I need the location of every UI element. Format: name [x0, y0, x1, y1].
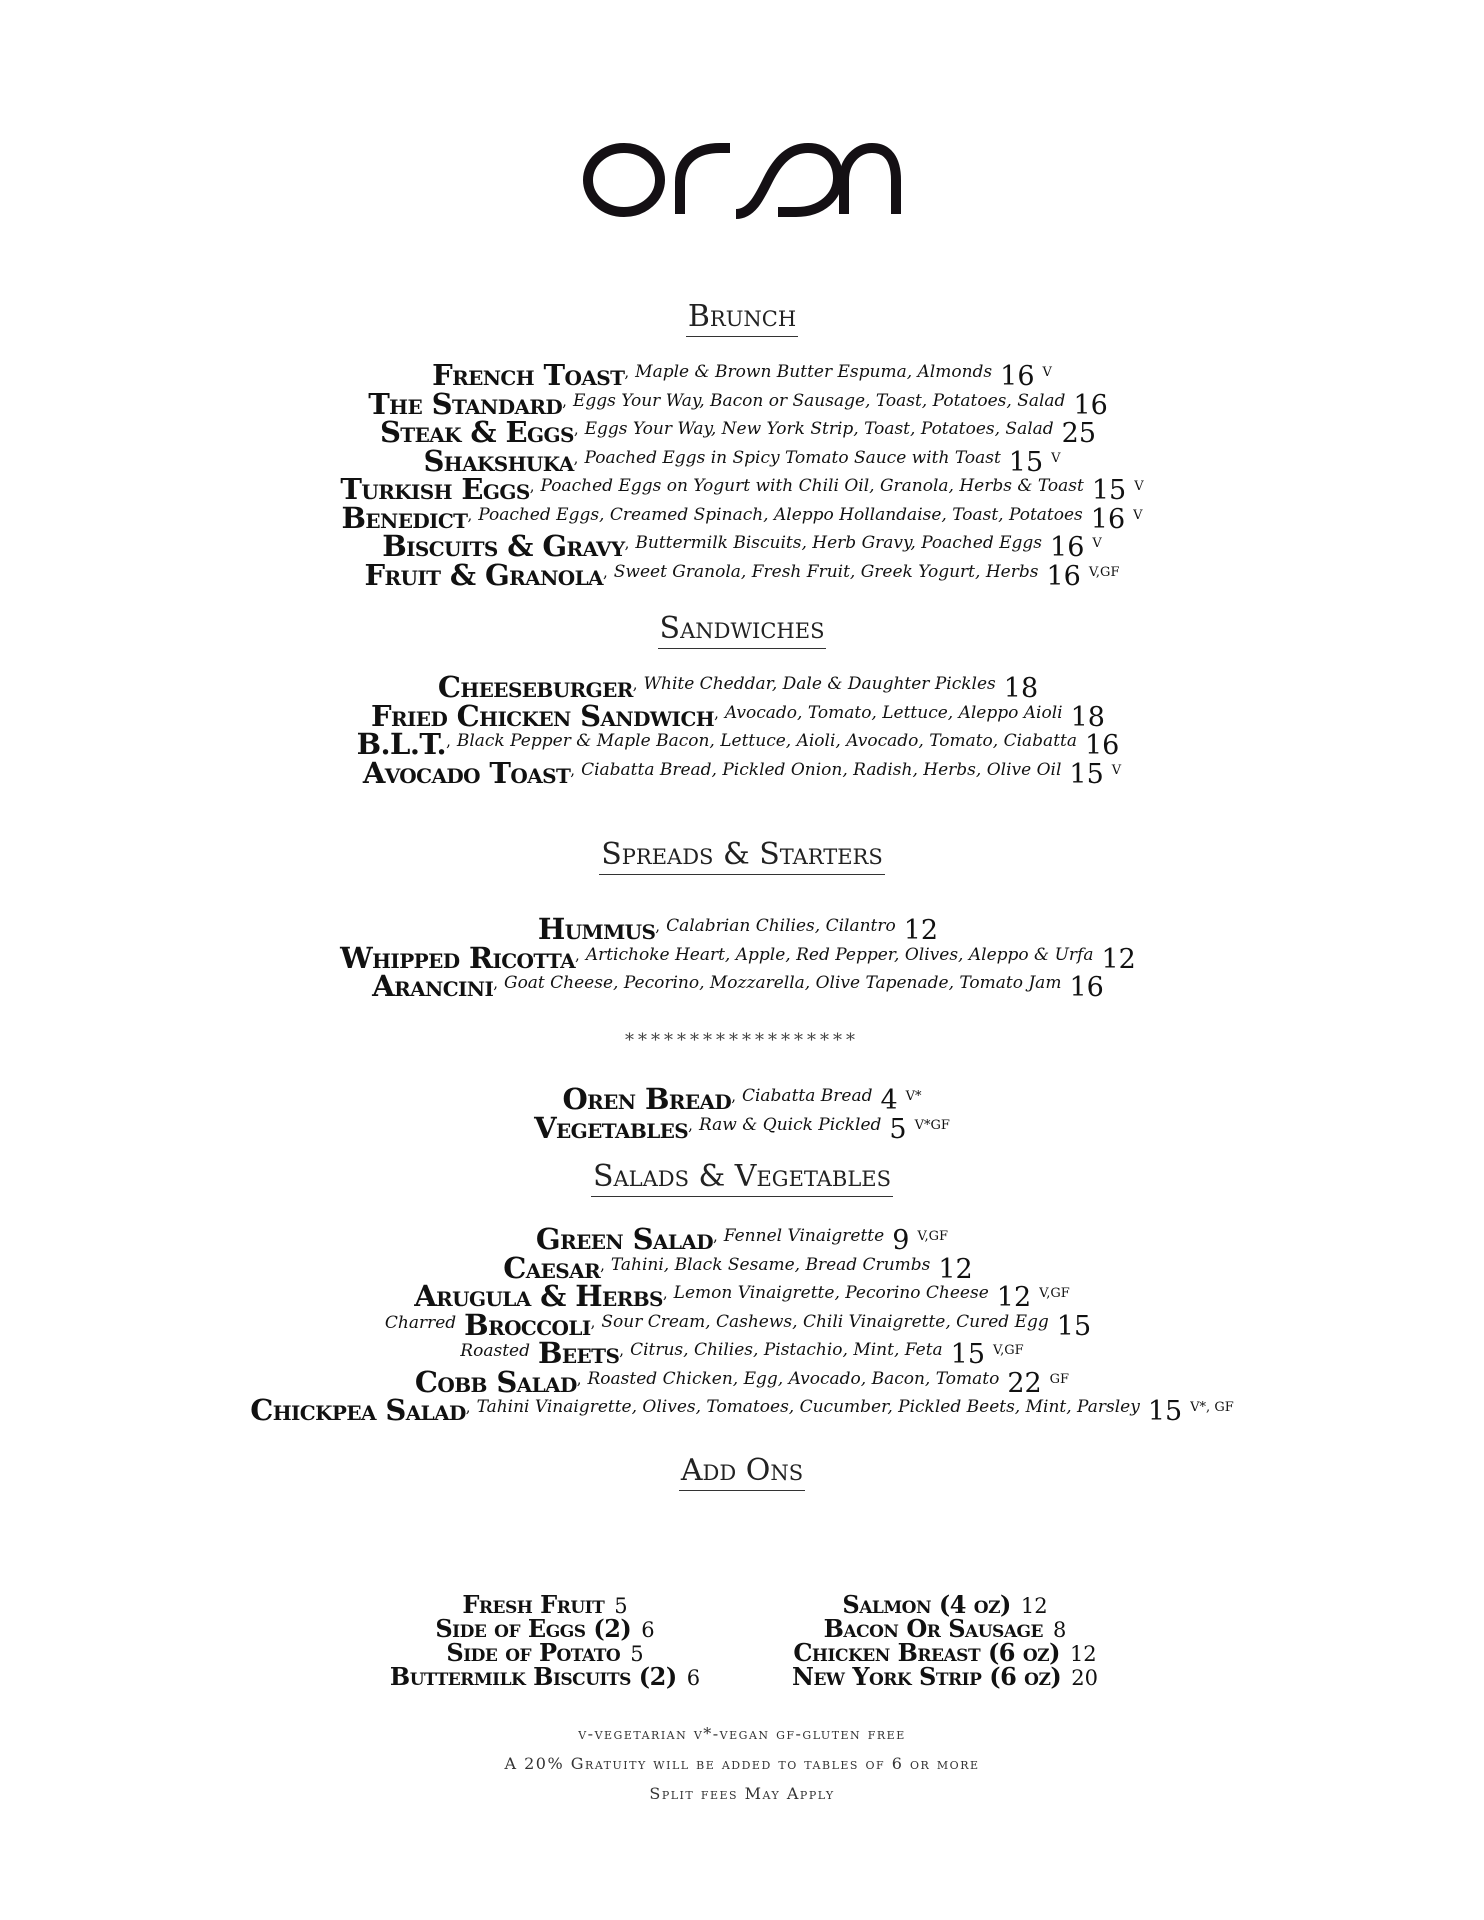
addons-left: [380, 1590, 710, 1690]
section-title-brunch: Brunch: [0, 300, 1484, 334]
addon-item: Salmon (4 oz) 12: [842, 1590, 1048, 1619]
addons-right: [780, 1590, 1110, 1690]
oren-logo-mark: [582, 120, 902, 230]
menu-item: Roasted Beets , Citrus, Chilies, Pistachio, Mint, Feta 15 V,GF: [460, 1336, 1024, 1370]
section-title-spreads: Spreads & Starters: [0, 838, 1484, 872]
extras-items: [0, 1082, 1484, 1145]
menu-item: Arugula & Herbs , Lemon Vinaigrette, Pecorino Cheese 12 V,GF: [414, 1279, 1070, 1313]
menu-item: Charred Broccoli , Sour Cream, Cashews, Chili Vinaigrette, Cured Egg 15: [384, 1307, 1092, 1342]
menu-item: Oren Bread , Ciabatta Bread 4 V*: [562, 1082, 922, 1116]
addon-item: Bacon Or Sausage 8: [823, 1614, 1067, 1643]
menu-item: Turkish Eggs , Poached Eggs on Yogurt with Chili Oil, Granola, Herbs & Toast 15 V: [340, 472, 1144, 506]
section-title-salads: Salads & Vegetables: [0, 1160, 1484, 1194]
menu-item: Biscuits & Gravy , Buttermilk Biscuits, Herb Gravy, Poached Eggs 16 V: [382, 529, 1102, 563]
salads-items: [0, 1222, 1484, 1427]
section-title-sandwiches: Sandwiches: [0, 612, 1484, 646]
divider-stars: ******************: [625, 1030, 859, 1051]
addon-item: Side of Potato 5: [446, 1638, 644, 1667]
addon-item: Side of Eggs (2) 6: [435, 1614, 655, 1643]
menu-item: Whipped Ricotta , Artichoke Heart, Apple, Red Pepper, Olives, Aleppo & Urfa 12: [340, 940, 1136, 975]
addon-item: Chicken Breast (6 oz) 12: [793, 1638, 1097, 1667]
logo: [0, 120, 1484, 250]
menu-item: Hummus , Calabrian Chilies, Cilantro 12: [537, 912, 939, 946]
menu-item: B.L.T. , Black Pepper & Maple Bacon, Lettuce, Aioli, Avocado, Tomato, Ciabatta 16: [356, 727, 1120, 761]
menu-item: Fruit & Granola , Sweet Granola, Fresh Fruit, Greek Yogurt, Herbs 16 V,GF: [364, 557, 1120, 592]
menu-item: Green Salad , Fennel Vinaigrette 9 V,GF: [535, 1222, 949, 1256]
menu-item: Fried Chicken Sandwich , Avocado, Tomato, Lettuce, Aleppo Aioli 18: [371, 698, 1105, 733]
menu-item: Arancini , Goat Cheese, Pecorino, Mozzarella, Olive Tapenade, Tomato Jam 16: [372, 969, 1104, 1003]
menu-item: Cheeseburger , White Cheddar, Dale & Daughter Pickles 18: [437, 670, 1039, 704]
spreads-items: [0, 912, 1484, 1003]
menu-item: Benedict , Poached Eggs, Creamed Spinach, Aleppo Hollandaise, Toast, Potatoes 16 V: [341, 500, 1143, 535]
menu-item: Chickpea Salad , Tahini Vinaigrette, Olives, Tomatoes, Cucumber, Pickled Beets, Mint, Parsley 15 V*, GF: [250, 1393, 1234, 1427]
menu-item: Avocado Toast , Ciabatta Bread, Pickled Onion, Radish, Herbs, Olive Oil 15 V: [362, 755, 1122, 790]
split-fee-note: Split fees May Apply: [649, 1784, 835, 1803]
menu-item: Cobb Salad , Roasted Chicken, Egg, Avocado, Bacon, Tomato 22 GF: [414, 1364, 1070, 1399]
section-title-addons: Add Ons: [0, 1454, 1484, 1488]
gratuity-note: A 20% Gratuity will be added to tables of 6 or more: [504, 1754, 980, 1773]
addon-item: Fresh Fruit 5: [462, 1590, 628, 1619]
menu-item: Shakshuka , Poached Eggs in Spicy Tomato Sauce with Toast 15 V: [423, 443, 1061, 478]
menu-item: Caesar , Tahini, Black Sesame, Bread Crumbs 12: [503, 1250, 973, 1285]
dietary-legend: v-vegetarian v*-vegan gf-gluten free: [578, 1724, 906, 1743]
menu-item: French Toast , Maple & Brown Butter Espuma, Almonds 16 V: [432, 358, 1052, 392]
brunch-items: [0, 358, 1484, 592]
menu-item: Vegetables , Raw & Quick Pickled 5 V*GF: [534, 1110, 950, 1145]
menu-item: Steak & Eggs , Eggs Your Way, New York Strip, Toast, Potatoes, Salad 25: [379, 415, 1097, 449]
menu-item: The Standard , Eggs Your Way, Bacon or Sausage, Toast, Potatoes, Salad 16: [368, 386, 1108, 421]
sandwiches-items: [0, 670, 1484, 790]
addon-item: New York Strip (6 oz) 20: [792, 1662, 1098, 1691]
addon-item: Buttermilk Biscuits (2) 6: [389, 1662, 701, 1691]
